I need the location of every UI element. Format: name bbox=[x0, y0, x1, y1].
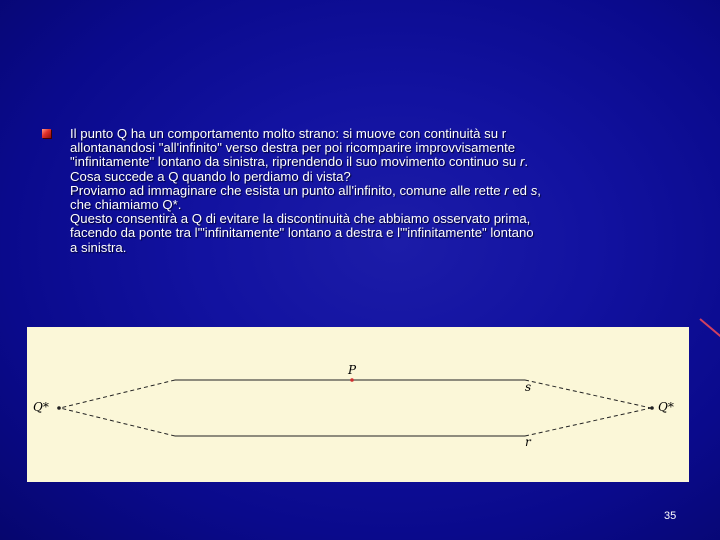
point-q-left bbox=[57, 406, 61, 410]
text-line: Proviamo ad immaginare che esista un punto all'infinito, comune alle rette r ed s, bbox=[70, 182, 541, 198]
dashed-s-left bbox=[60, 380, 175, 408]
label-q-left: Q* bbox=[33, 400, 49, 414]
text-line: allontanandosi "all'infinito" verso destra per poi ricomparire improvvisamente bbox=[70, 140, 516, 156]
point-q-right bbox=[650, 406, 654, 410]
decorative-line bbox=[699, 318, 720, 345]
text-line: "infinitamente" lontano da sinistra, riprendendo il suo movimento continuo su r. bbox=[70, 154, 529, 170]
label-s: s bbox=[525, 380, 532, 394]
text-line: Il punto Q ha un comportamento molto strano: si muove con continuità su r bbox=[70, 126, 507, 141]
point-p bbox=[350, 378, 354, 382]
label-p: P bbox=[348, 363, 357, 377]
projective-line-figure bbox=[27, 327, 689, 482]
text-line: Questo consentirà a Q di evitare la discontinuità che abbiamo osservato prima, bbox=[70, 211, 531, 227]
text-line: facendo da ponte tra l'"infinitamente" lontano a destra e l'"infinitamente" lontano bbox=[70, 225, 534, 241]
dashed-r-right bbox=[525, 408, 651, 436]
text-line: Cosa succede a Q quando lo perdiamo di vista? bbox=[70, 168, 351, 184]
dashed-s-right bbox=[525, 380, 651, 408]
bullet-icon bbox=[42, 129, 51, 138]
text-line: a sinistra. bbox=[70, 239, 127, 255]
dashed-r-left bbox=[60, 408, 175, 436]
text-line: che chiamiamo Q*. bbox=[70, 197, 182, 213]
page-number: 35 bbox=[664, 510, 677, 522]
label-q-right: Q* bbox=[658, 400, 674, 414]
label-r: r bbox=[525, 435, 531, 449]
figure-svg bbox=[27, 327, 689, 482]
slide-body-text bbox=[70, 127, 670, 255]
